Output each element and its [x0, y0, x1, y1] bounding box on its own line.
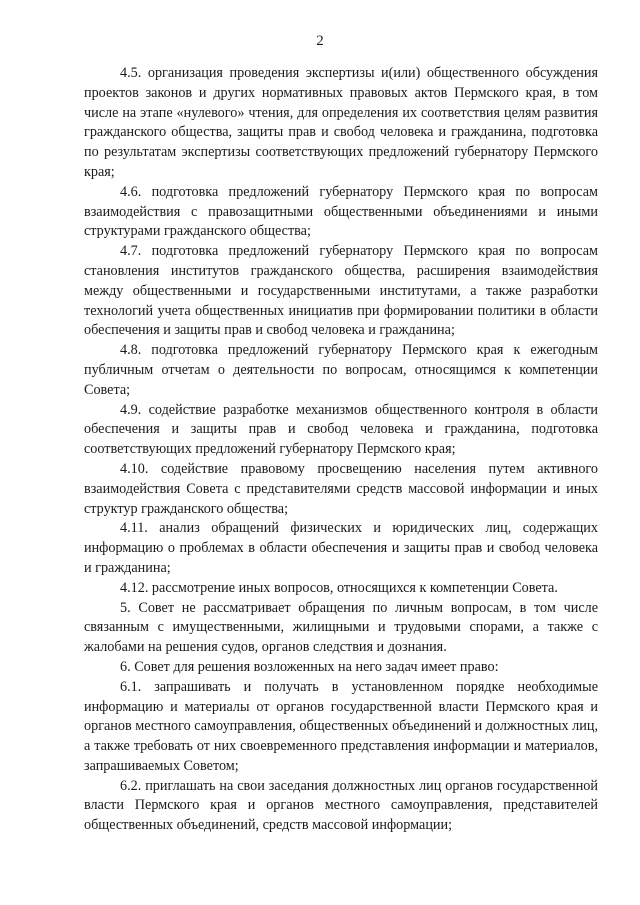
document-body	[84, 64, 598, 836]
paragraph-4-6: 4.6. подготовка предложений губернатору Пермского края по вопросам взаимодействия с правозащитными общественными объединениями и иными структурами гражданского общества;	[84, 183, 598, 240]
paragraph-4-7: 4.7. подготовка предложений губернатору Пермского края по вопросам становления институтов гражданского общества, расширения взаимодействия между общественными и государственными институтами, а также разработки технологий учета общественных инициатив при формировании политики в области обеспечения и защиты прав и свобод человека и гражданина;	[84, 243, 598, 339]
paragraph-6-2: 6.2. приглашать на свои заседания должностных лиц органов государственной власти Пермского края и органов местного самоуправления, представителей общественных объединений, средств массовой информации;	[84, 777, 598, 834]
paragraph-6: 6. Совет для решения возложенных на него задач имеет право:	[120, 658, 499, 675]
paragraph-5: 5. Совет не рассматривает обращения по личным вопросам, в том числе связанным с имущественными, жилищными и трудовыми спорами, а также с жалобами на решения судов, органов следствия и дознания.	[84, 599, 598, 656]
page-number: 2	[316, 33, 324, 49]
paragraph-4-11: 4.11. анализ обращений физических и юридических лиц, содержащих информацию о проблемах в области обеспечения и защиты прав и свобод человека и гражданина;	[84, 520, 598, 576]
paragraph-4-10: 4.10. содействие правовому просвещению населения путем активного взаимодействия Совета с представителями средств массовой информации и иных структур гражданского общества;	[84, 460, 598, 517]
paragraph-4-5: 4.5. организация проведения экспертизы и(или) общественного обсуждения проектов законов и других нормативных правовых актов Пермского края, в том числе на этапе «нулевого» чтения, для определения их соответствия целям развития гражданского общества, защиты прав и свобод человека и гражданина, подготовка по результатам экспертизы соответствующих предложений губернатору Пермского края;	[84, 65, 598, 180]
paragraph-6-1: 6.1. запрашивать и получать в установленном порядке необходимые информацию и материалы от органов государственной власти Пермского края и органов местного самоуправления, общественных объединений и должностных лиц, а также требовать от них своевременного представления информации и материалов, запрашиваемых Советом;	[84, 678, 598, 774]
paragraph-4-8: 4.8. подготовка предложений губернатору Пермского края к ежегодным публичным отчетам о деятельности по вопросам, относящимся к компетенции Совета;	[84, 342, 598, 398]
paragraph-4-9: 4.9. содействие разработке механизмов общественного контроля в области обеспечения и защиты прав и свобод человека и гражданина, подготовка соответствующих предложений губернатору Пермского края;	[84, 401, 598, 458]
paragraph-4-12: 4.12. рассмотрение иных вопросов, относящихся к компетенции Совета.	[120, 579, 558, 596]
